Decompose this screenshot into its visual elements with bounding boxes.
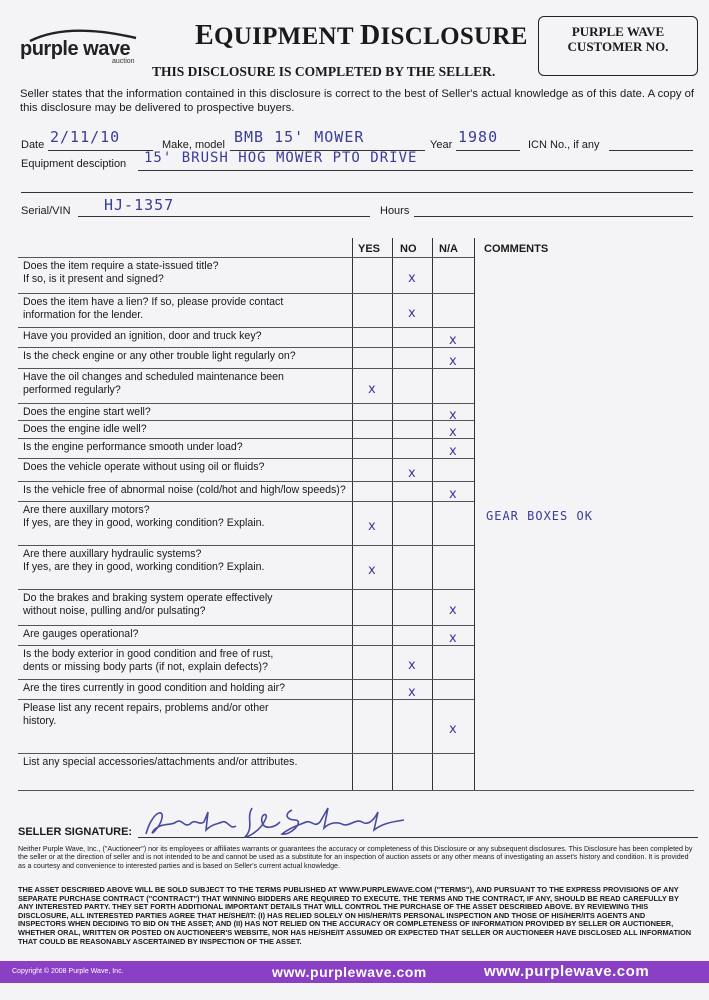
check-mark-x: x <box>449 333 457 348</box>
question-text: Does the vehicle operate without using oil or fluids? <box>23 461 265 473</box>
date-field-line[interactable] <box>48 150 153 151</box>
answer-cell-na[interactable] <box>433 294 473 326</box>
answer-cell-no[interactable] <box>393 590 431 624</box>
answer-cell-na[interactable] <box>433 546 473 588</box>
answer-cell-yes[interactable] <box>353 404 391 419</box>
answer-cell-na[interactable] <box>433 502 473 544</box>
date-label: Date <box>21 139 45 151</box>
serial-vin-value: HJ-1357 <box>104 196 175 214</box>
check-mark-x: x <box>449 487 457 502</box>
customer-box-line1: PURPLE WAVE <box>571 24 665 39</box>
answer-cell-yes[interactable] <box>353 294 391 326</box>
answer-cell-yes[interactable] <box>353 459 391 480</box>
form-title: EQUIPMENT DISCLOSURE <box>195 20 528 51</box>
column-header-no: NO <box>400 243 417 255</box>
equipment-description-label: Equipment desciption <box>21 158 127 170</box>
seller-signature-label: SELLER SIGNATURE: <box>18 826 133 838</box>
date-value: 2/11/10 <box>50 128 121 146</box>
answer-cell-yes[interactable] <box>353 754 391 789</box>
answer-cell-yes[interactable] <box>353 482 391 500</box>
icn-label: ICN No., if any <box>528 139 600 151</box>
check-mark-x: x <box>408 306 416 321</box>
answer-cell-na[interactable] <box>433 646 473 678</box>
answer-cell-no[interactable] <box>393 754 431 789</box>
customer-number-box[interactable] <box>538 16 698 76</box>
equipment-description-line-2[interactable] <box>21 192 693 193</box>
check-mark-x: x <box>449 722 457 737</box>
answer-cell-na[interactable] <box>433 369 473 402</box>
check-mark-x: x <box>408 271 416 286</box>
question-text: Have you provided an ignition, door and truck key? <box>23 330 262 342</box>
answer-cell-yes[interactable] <box>353 421 391 437</box>
icn-field-line[interactable] <box>609 150 693 151</box>
intro-text: Seller states that the information contained in this disclosure is correct to the best of Seller's actual knowledge as of this date. A copy of this disclosure may be delivered to prospective buyers. <box>20 88 695 114</box>
check-mark-x: x <box>368 563 376 578</box>
answer-cell-yes[interactable] <box>353 700 391 752</box>
question-text: Is the body exterior in good condition and free of rust, dents or missing body parts (if not, explain defects)? <box>23 648 274 673</box>
check-mark-x: x <box>449 407 457 423</box>
answer-cell-no[interactable] <box>393 700 431 752</box>
disclaimer-text: Neither Purple Wave, Inc., ("Auctioneer") nor its employees or affiliates warrants or guarantees the accuracy or completeness of this Disclosure or any subsequent disclosures. This Disclosure has been completed by the seller or at the direction of seller and is not intended to be and cannot be used as a substitute for an inspection of auction assets or any other means of investigating an asset's history and condition. It is provided as a courtesy and convenience to interested parties and is based on Seller's current actual knowledge. <box>18 845 693 870</box>
question-text: Is the vehicle free of abnormal noise (cold/hot and high/low speeds)? <box>23 484 346 496</box>
question-text: Does the engine idle well? <box>23 423 147 435</box>
answer-cell-no[interactable] <box>393 626 431 644</box>
answer-cell-no[interactable] <box>393 404 431 419</box>
check-mark-x: x <box>368 519 376 534</box>
answer-cell-na[interactable] <box>433 680 473 698</box>
equipment-description-value: 15' BRUSH HOG MOWER PTO DRIVE <box>144 150 418 166</box>
question-text: Is the check engine or any other trouble light regularly on? <box>23 350 296 362</box>
year-label: Year <box>430 139 453 151</box>
check-mark-x: x <box>408 658 416 673</box>
question-text: Is the engine performance smooth under load? <box>23 441 243 453</box>
answer-cell-na[interactable] <box>433 754 473 789</box>
footer-bar <box>0 961 709 983</box>
table-column-divider <box>474 238 475 790</box>
make-model-label: Make, model <box>162 139 225 151</box>
answer-cell-yes[interactable] <box>353 328 391 346</box>
answer-cell-no[interactable] <box>393 328 431 346</box>
logo-brand-text: purple wave <box>20 38 131 60</box>
question-text: List any special accessories/attachments and/or attributes. <box>23 756 298 768</box>
answer-cell-yes[interactable] <box>353 590 391 624</box>
question-text: Are gauges operational? <box>23 628 139 640</box>
legal-terms-text: THE ASSET DESCRIBED ABOVE WILL BE SOLD SUBJECT TO THE TERMS PUBLISHED AT WWW.PURPLEWAVE.COM ("TERMS"), AND PURSUANT TO THE EXPRESS PROVISIONS OF ANY SEPARATE PURCHASE CONTRACT ("CONTRACT") THAT WINNING BIDDERS ARE REQUIRED TO EXECUTE. THE TERMS AND THE CONTRACT, IF ANY, SHOULD BE READ CAREFULLY BY ANY INTERESTED PARTY. THEY SET FORTH ADDITIONAL IMPORTANT DETAILS THAT WILL CONTROL THE PURCHASE OF THE ASSET DESCRIBED ABOVE. BY REVIEWING THIS DISCLOSURE, ALL INTERESTED PARTIES AGREE THAT HE/SHE/IT: (I) HAS RELIED SOLELY ON HIS/HER/ITS PERSONAL INSPECTION AND THOSE OF HIS/HER/ITS AGENTS AND INSPECTORS WHEN DECIDING TO BID ON THE ASSET; AND (II) HAS NOT RELIED ON THE ACCURACY OR COMPLETENESS OF INFORMATION PROVIDED BY SELLER OR AUCTIONEER, WHETHER ORAL, WRITTEN OR POSTED ON AUCTIONEER'S WEBSITE, NOR HAS HE/SHE/IT ASSUMED OR EXPECTED THAT SELLER OR AUCTIONEER HAVE DISCLOSED ALL INFORMATION THAT COULD BE REASONABLY ASCERTAINED BY INSPECTION OF THE ASSET. <box>18 885 692 946</box>
question-text: Does the item require a state-issued title? If so, is it present and signed? <box>23 260 219 285</box>
answer-cell-yes[interactable] <box>353 258 391 292</box>
question-text: Does the item have a lien? If so, please provide contact information for the lender. <box>23 296 284 321</box>
question-text: Are there auxillary hydraulic systems? If yes, are they in good, working condition? Explain. <box>23 548 265 573</box>
answer-cell-yes[interactable] <box>353 626 391 644</box>
column-header-na: N/A <box>439 243 458 255</box>
make-model-value: BMB 15' MOWER <box>234 128 365 146</box>
hours-field-line[interactable] <box>414 216 693 217</box>
year-value: 1980 <box>458 128 499 146</box>
question-text: Does the engine start well? <box>23 406 151 418</box>
answer-cell-no[interactable] <box>393 369 431 402</box>
check-mark-x: x <box>408 685 416 700</box>
answer-cell-yes[interactable] <box>353 646 391 678</box>
comment-text: GEAR BOXES OK <box>486 509 593 523</box>
seller-signature-image <box>142 804 412 842</box>
equipment-description-line-1[interactable] <box>138 170 693 171</box>
logo-sub-text: auction <box>112 58 135 65</box>
check-mark-x: x <box>449 425 457 440</box>
check-mark-x: x <box>449 353 457 369</box>
answer-cell-no[interactable] <box>393 439 431 457</box>
question-text: Please list any recent repairs, problems and/or other history. <box>23 702 269 727</box>
question-text: Have the oil changes and scheduled maintenance been performed regularly? <box>23 371 284 396</box>
answer-cell-no[interactable] <box>393 348 431 367</box>
column-header-yes: YES <box>358 243 381 255</box>
footer-copyright: Copyright © 2008 Purple Wave, Inc. <box>12 968 124 975</box>
hours-label: Hours <box>380 205 410 217</box>
answer-cell-no[interactable] <box>393 482 431 500</box>
column-header-comments: COMMENTS <box>484 243 549 255</box>
customer-box-line2: CUSTOMER NO. <box>567 39 669 54</box>
question-text: Are the tires currently in good condition and holding air? <box>23 682 286 694</box>
answer-cell-yes[interactable] <box>353 348 391 367</box>
check-mark-x: x <box>449 444 457 459</box>
serial-vin-label: Serial/VIN <box>21 205 71 217</box>
answer-cell-yes[interactable] <box>353 439 391 457</box>
serial-vin-field-line[interactable] <box>78 216 370 217</box>
check-mark-x: x <box>449 631 457 646</box>
answer-cell-yes[interactable] <box>353 680 391 698</box>
purple-wave-logo <box>20 28 150 66</box>
question-text: Are there auxillary motors? If yes, are they in good, working condition? Explain. <box>23 504 265 529</box>
question-text: Do the brakes and braking system operate effectively without noise, pulling and/or pulsating? <box>23 592 273 617</box>
answer-cell-na[interactable] <box>433 258 473 292</box>
check-mark-x: x <box>449 603 457 618</box>
table-row-divider <box>18 790 694 791</box>
check-mark-x: x <box>368 381 376 397</box>
answer-cell-no[interactable] <box>393 502 431 544</box>
form-subtitle: THIS DISCLOSURE IS COMPLETED BY THE SELLER. <box>152 64 496 79</box>
answer-cell-no[interactable] <box>393 421 431 437</box>
footer-url-center[interactable]: www.purplewave.com <box>272 964 427 980</box>
footer-url-right[interactable]: www.purplewave.com <box>484 963 650 980</box>
year-field-line[interactable] <box>456 150 520 151</box>
check-mark-x: x <box>408 465 416 481</box>
answer-cell-no[interactable] <box>393 546 431 588</box>
answer-cell-na[interactable] <box>433 459 473 480</box>
